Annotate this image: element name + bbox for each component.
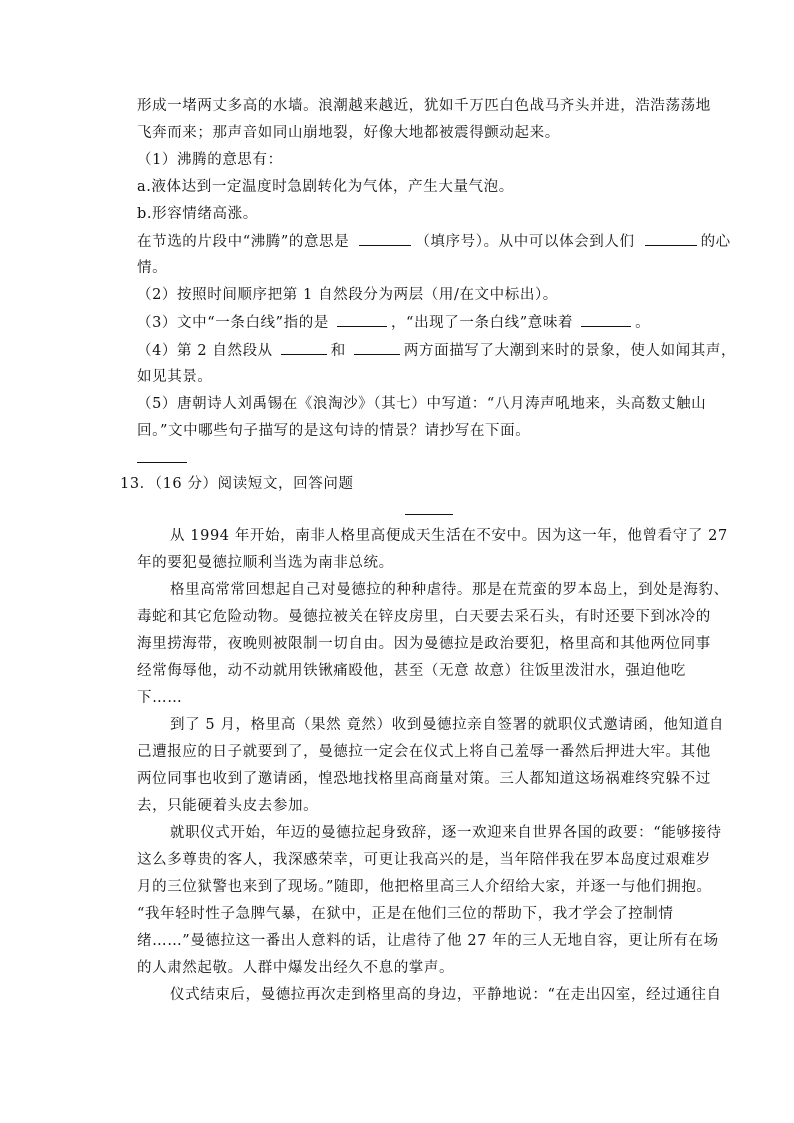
passage-line: 月的三位狱警也来到了现场。”随即，他把格里高三人介绍给大家，并逐一与他们拥抱。 <box>137 879 712 895</box>
passage-line: 海里捞海带，夜晚则被限制一切自由。因为曼德拉是政治要犯，格里高和其他两位同事 <box>137 636 711 652</box>
passage-line: 形成一堵两丈多高的水墙。浪潮越来越近，犹如千万匹白色战马齐头并进，浩浩荡荡地 <box>137 98 711 114</box>
question-3-part-b: ，“出现了一条白线”意味着 <box>390 315 574 331</box>
answer-blank[interactable] <box>281 340 327 355</box>
question-3 <box>137 312 650 333</box>
question-3-part-c: 。 <box>635 315 651 331</box>
question-4-part-b: 和 <box>330 343 346 359</box>
passage-line: 毒蛇和其它危险动物。曼德拉被关在锌皮房里，白天要去采石头，有时还要下到冰冷的 <box>137 609 711 625</box>
question-1-prompt-part-c: 的心 <box>700 234 731 250</box>
question-3-part-a: （3）文中“一条白线”指的是 <box>137 315 329 331</box>
question-1-heading: （1）沸腾的意思有： <box>137 152 283 168</box>
question-1-prompt <box>137 231 731 252</box>
question-4-cont: 如见其景。 <box>137 369 213 385</box>
answer-blank[interactable] <box>337 312 387 327</box>
question-1-prompt-cont: 情。 <box>137 260 168 276</box>
question-1-option-b: b.形容情绪高涨。 <box>137 206 258 222</box>
passage-line: 下…… <box>137 690 183 706</box>
question-4-part-a: （4）第 2 自然段从 <box>137 343 273 359</box>
question-2: （2）按照时间顺序把第 1 自然段分为两层（用/在文中标出）。 <box>137 287 558 303</box>
question-1-prompt-part-b: （填序号）。从中可以体会到人们 <box>415 234 635 250</box>
passage-line: 这么多尊贵的客人，我深感荣幸，可更让我高兴的是，当年陪伴我在罗本岛度过艰难岁 <box>137 852 711 868</box>
question-4-part-c: 两方面描写了大潮到来时的景象，使人如闻其声， <box>403 343 737 359</box>
passage-line: 就职仪式开始，年迈的曼德拉起身致辞，逐一欢迎来自世界各国的政要：“能够接待 <box>170 825 722 841</box>
question-13-title: 13．（16 分）阅读短文，回答问题 <box>120 476 354 492</box>
passage-line: 去，只能硬着头皮去参加。 <box>137 798 319 814</box>
passage-line: 经常侮辱他，动不动就用铁锹痛殴他，甚至（无意 故意）往饭里泼泔水，强迫他吃 <box>137 663 686 679</box>
passage-line: 格里高常常回想起自己对曼德拉的种种虐待。那是在荒蛮的罗本岛上，到处是海豹、 <box>170 582 729 598</box>
passage-line: 到了 5 月，格里高（果然 竟然）收到曼德拉亲自签署的就职仪式邀请函，他知道自 <box>170 717 724 733</box>
passage-line: 己遭报应的日子就要到了，曼德拉一定会在仪式上将自己羞辱一番然后押进大牢。其他 <box>137 744 711 760</box>
passage-line: 的人肃然起敬。人群中爆发出经久不息的掌声。 <box>137 960 455 976</box>
passage-line: 从 1994 年开始，南非人格里高便成天生活在不安中。因为这一年，他曾看守了 27 <box>170 528 728 544</box>
passage-line: “我年轻时性子急脾气暴，在狱中，正是在他们三位的帮助下，我才学会了控制情 <box>137 906 674 922</box>
question-1-option-a: a.液体达到一定温度时急剧转化为气体，产生大量气泡。 <box>137 179 514 195</box>
passage-line: 仪式结束后，曼德拉再次走到格里高的身边，平静地说：“在走出囚室，经过通往自 <box>170 987 722 1003</box>
passage-line: 两位同事也收到了邀请函，惶恐地找格里高商量对策。三人都知道这场祸难终究躲不过 <box>137 771 711 787</box>
answer-blank[interactable] <box>645 231 697 246</box>
question-1-prompt-part-a: 在节选的片段中“沸腾”的意思是 <box>137 234 350 250</box>
question-5-cont: 回。”文中哪些句子描写的是这句诗的情景？请抄写在下面。 <box>137 423 531 439</box>
passage-line: 年的要犯曼德拉顺利当选为南非总统。 <box>137 555 394 571</box>
question-5: （5）唐朝诗人刘禹锡在《浪淘沙》（其七）中写道：“八月涛声吼地来，头高数丈触山 <box>137 396 707 412</box>
passage-title-line <box>405 514 453 515</box>
answer-blank[interactable] <box>354 340 400 355</box>
answer-blank[interactable] <box>581 312 631 327</box>
answer-blank[interactable] <box>359 231 411 246</box>
passage-line: 绪……”曼德拉这一番出人意料的话，让虐待了他 27 年的三人无地自容，更让所有在场 <box>137 933 719 949</box>
answer-line[interactable] <box>137 462 187 463</box>
question-4 <box>137 340 736 361</box>
passage-line: 飞奔而来；那声音如同山崩地裂，好像大地都被震得颤动起来。 <box>137 125 560 141</box>
